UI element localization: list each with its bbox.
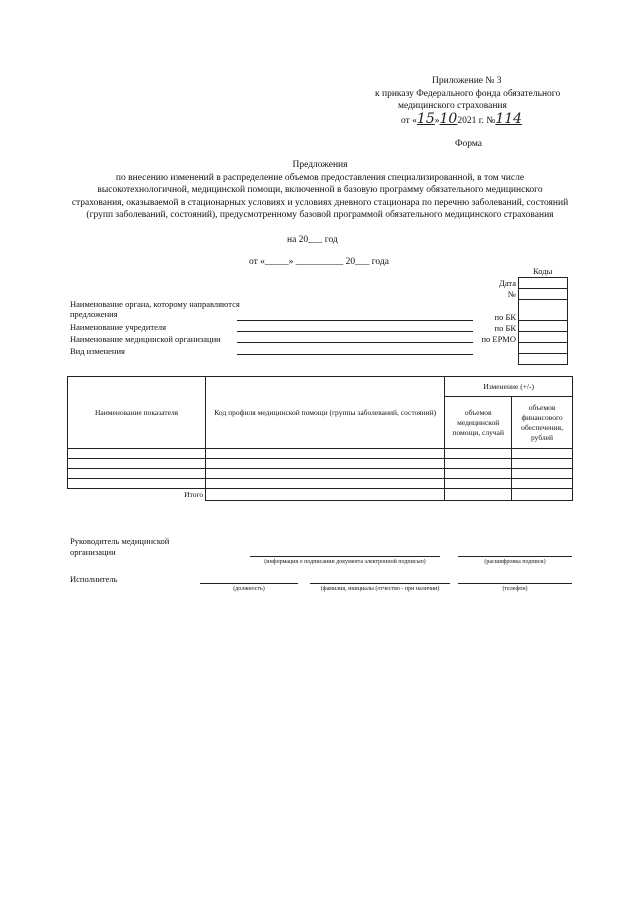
phone-line[interactable] — [458, 583, 572, 584]
field-medorg-label: Наименование медицинской организации — [70, 334, 221, 344]
codes-bk2-label: по БК — [494, 323, 516, 333]
code-cell-change[interactable] — [519, 354, 568, 365]
head-label-2: организации — [70, 547, 116, 557]
order-number: 114 — [495, 111, 523, 127]
esign-line[interactable] — [250, 556, 440, 557]
date-line: от «_____» __________ 20___ года — [249, 257, 389, 267]
codes-header: Коды — [533, 266, 553, 276]
field-founder-label: Наименование учредителя — [70, 322, 167, 332]
form-label: Форма — [455, 139, 483, 149]
position-caption: (должность) — [233, 586, 265, 592]
col-header-volume: объемов медицинской помощи, случай — [445, 397, 512, 449]
codes-number-label: № — [507, 289, 516, 299]
head-label-1: Руководитель медицинской — [70, 536, 170, 546]
col-header-change: Изменение (+/-) — [445, 377, 573, 397]
codes-bk1-label: по БК — [494, 312, 516, 322]
decode-line[interactable] — [458, 556, 572, 557]
order-date-month: 10 — [439, 111, 458, 127]
order-date-year: 2021 г. № — [457, 116, 496, 126]
code-cell-ermo[interactable] — [519, 343, 568, 354]
col-header-profile: Код профиля медицинской помощи (группы заболеваний, состояний) — [206, 377, 445, 449]
col-header-finance: объемов финансового обеспечения, рублей — [512, 397, 573, 449]
title-line-4: (групп заболеваний, состояний), предусмотренному базовой программой обязательного медицинского страхования — [86, 210, 554, 220]
code-cell-bk2[interactable] — [519, 332, 568, 343]
esign-caption: (информация о подписании документа электронной подписью) — [264, 559, 426, 565]
code-cell-bk1[interactable] — [519, 321, 568, 332]
order-date-mid: » — [434, 116, 440, 126]
col-header-indicator: Наименование показателя — [68, 377, 206, 449]
decode-caption: (расшифровка подписи) — [484, 559, 546, 565]
year-line: на 20___ год — [287, 235, 338, 245]
table-row — [68, 469, 573, 479]
order-reference-line2: медицинского страхования — [398, 101, 507, 111]
fio-caption: (фамилия, инициалы (отчество - при наличии) — [320, 586, 440, 592]
field-change-type-label: Вид изменения — [70, 346, 125, 356]
total-label: Итого — [68, 489, 206, 501]
appendix-number: Приложение № 3 — [432, 76, 502, 86]
codes-table — [518, 277, 568, 365]
indicators-table — [67, 376, 573, 501]
order-date-line — [401, 113, 522, 127]
phone-caption: (телефон) — [502, 586, 528, 592]
field-organ-label-2: предложения — [70, 309, 118, 319]
field-change-type-line[interactable] — [237, 354, 473, 355]
codes-ermo-label: по ЕРМО — [481, 334, 516, 344]
field-medorg-line[interactable] — [237, 342, 473, 343]
title-line-3: страхования, оказываемой в стационарных условиях и условиях дневного стационара по перечню заболеваний, состояний — [71, 198, 569, 208]
document-title: Предложения — [292, 160, 348, 170]
order-date-prefix: от « — [401, 116, 417, 126]
table-total-row — [68, 489, 573, 501]
table-row — [68, 459, 573, 469]
position-line[interactable] — [200, 583, 298, 584]
table-row — [68, 479, 573, 489]
executor-label: Исполнитель — [70, 574, 118, 584]
order-date-day: 15 — [416, 111, 435, 127]
field-founder-line[interactable] — [237, 331, 473, 332]
code-cell-date[interactable] — [519, 278, 568, 289]
codes-date-label: Дата — [499, 278, 516, 288]
field-organ-label-1: Наименование органа, которому направляются — [70, 299, 240, 309]
fio-line[interactable] — [310, 583, 450, 584]
code-cell-blank[interactable] — [519, 300, 568, 321]
field-organ-line[interactable] — [237, 320, 473, 321]
order-reference-line1: к приказу Федерального фонда обязательного — [375, 89, 561, 99]
title-line-2: высокотехнологичной, медицинской помощи, включенной в базовую программу обязательного медицинского — [97, 185, 543, 195]
table-row — [68, 449, 573, 459]
title-line-1: по внесению изменений в распределение объемов предоставления специализированной, в том числе — [115, 173, 525, 183]
code-cell-number[interactable] — [519, 289, 568, 300]
